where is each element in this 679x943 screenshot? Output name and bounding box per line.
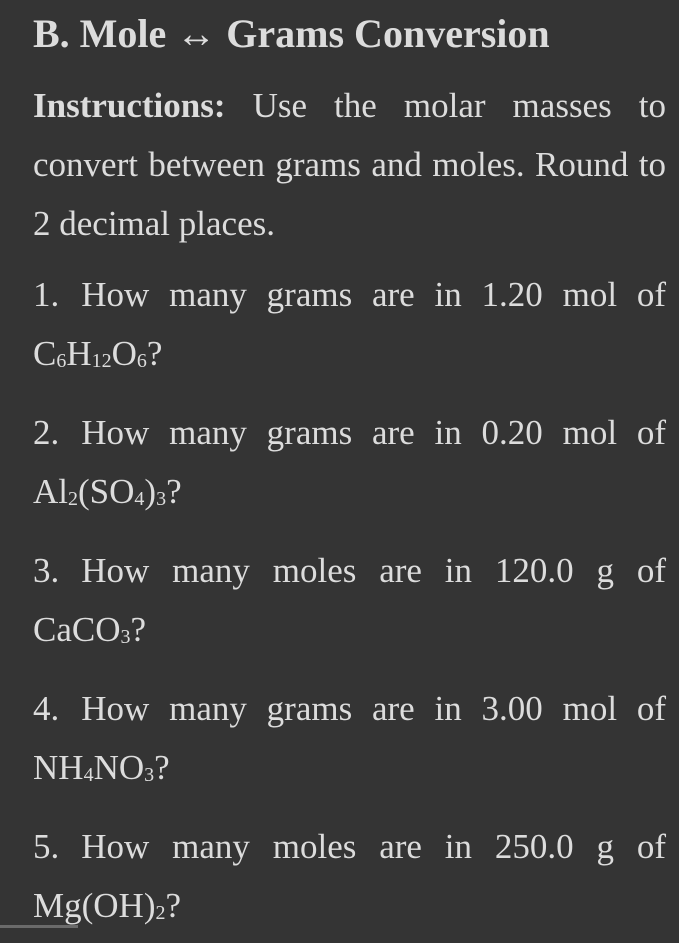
chemical-formula — [33, 472, 166, 511]
formula-symbol: O — [111, 334, 137, 373]
formula-symbol: NH — [33, 748, 84, 787]
question-number: 1. — [33, 275, 60, 314]
formula-subscript: 3 — [120, 626, 131, 648]
question-text: How many grams are in 0.20 mol of — [81, 413, 666, 452]
formula-subscript: 2 — [68, 488, 78, 510]
chemical-formula — [33, 886, 165, 925]
question-item — [33, 817, 666, 943]
question-item — [33, 265, 666, 391]
formula-symbol: Al — [33, 472, 68, 511]
formula-symbol: ) — [144, 472, 157, 511]
question-number: 5. — [33, 827, 60, 866]
formula-subscript: 2 — [155, 902, 166, 924]
formula-symbol: Mg(OH) — [33, 886, 156, 925]
question-number: 2. — [33, 413, 60, 452]
question-text: How many grams are in 3.00 mol of — [81, 689, 666, 728]
question-suffix: ? — [165, 886, 182, 925]
formula-subscript: 4 — [83, 764, 94, 786]
question-suffix: ? — [166, 472, 182, 511]
section-heading: B. Mole ↔ Grams Conversion — [33, 11, 550, 56]
document-page — [33, 0, 666, 943]
formula-subscript: 12 — [91, 350, 112, 372]
question-text: How many grams are in 1.20 mol of — [81, 275, 666, 314]
question-item — [33, 679, 666, 805]
chemical-formula — [33, 610, 131, 649]
formula-subscript: 4 — [134, 488, 145, 510]
question-item — [33, 403, 666, 529]
question-suffix: ? — [146, 334, 163, 373]
formula-symbol: H — [66, 334, 92, 373]
formula-symbol: C — [33, 334, 57, 373]
chemical-formula — [33, 334, 147, 373]
question-list — [33, 265, 666, 943]
instructions-text: Use the molar masses to convert between grams and moles. Round to 2 decimal places. — [33, 86, 666, 243]
question-number: 4. — [33, 689, 60, 728]
question-suffix: ? — [130, 610, 147, 649]
question-text: How many moles are in 250.0 g of — [81, 827, 666, 866]
question-item — [33, 541, 666, 667]
formula-symbol: NO — [93, 748, 145, 787]
chemical-formula — [33, 748, 154, 787]
formula-symbol: (SO — [78, 472, 135, 511]
formula-symbol: CaCO — [33, 610, 121, 649]
instructions-lead: Instructions: — [33, 86, 226, 125]
question-number: 3. — [33, 551, 60, 590]
formula-subscript: 3 — [156, 488, 167, 510]
formula-subscript: 6 — [136, 350, 147, 372]
instructions-paragraph — [33, 76, 666, 253]
formula-subscript: 6 — [56, 350, 67, 372]
formula-subscript: 3 — [144, 764, 155, 786]
question-suffix: ? — [154, 748, 170, 787]
question-text: How many moles are in 120.0 g of — [81, 551, 666, 590]
